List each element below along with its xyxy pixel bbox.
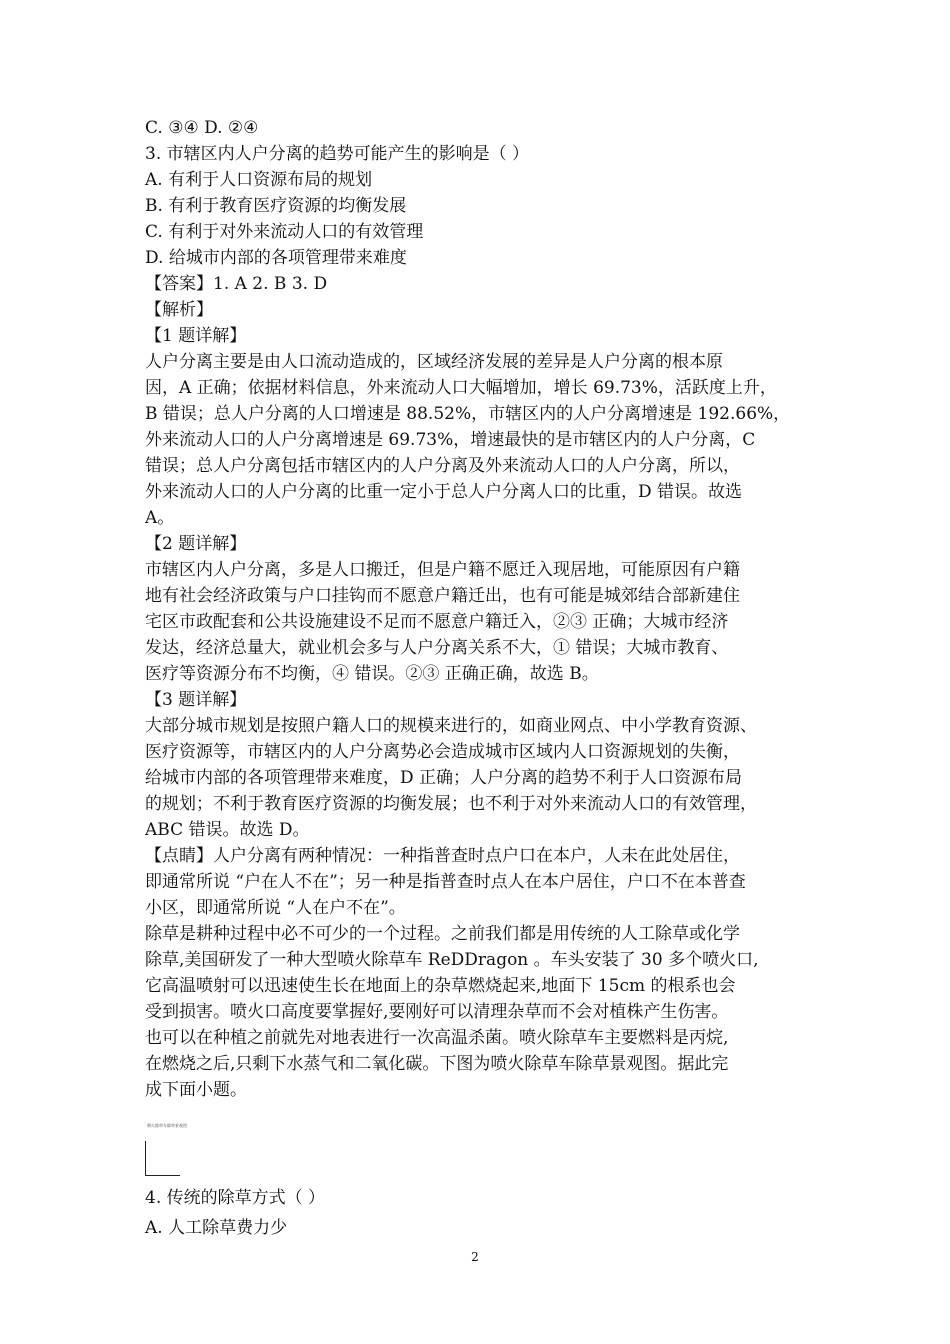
figure-frame — [145, 1141, 180, 1176]
text-line: 人户分离主要是由人口流动造成的，区域经济发展的差异是人户分离的根本原 — [145, 352, 723, 372]
question-4: 4. 传统的除草方式（ ） — [145, 1188, 326, 1208]
detail-heading-1: 【1 题详解】 — [145, 326, 247, 346]
figure-placeholder — [145, 1123, 810, 1183]
detail-heading-2: 【2 题详解】 — [145, 534, 247, 554]
material-paragraph — [145, 921, 810, 1103]
text-line: 市辖区内人户分离，多是人口搬迁，但是户籍不愿迁入现居地，可能原因有户籍 — [145, 560, 740, 580]
option-d: D. 给城市内部的各项管理带来难度 — [145, 248, 407, 268]
text-line: A。 — [145, 508, 175, 528]
analysis-heading: 【解析】 — [145, 300, 213, 320]
text-line: 也可以在种植之前就先对地表进行一次高温杀菌。喷火除草车主要燃料是丙烷, — [145, 1028, 729, 1048]
page-number: 2 — [471, 1250, 479, 1264]
text-line: 【点睛】人户分离有两种情况：一种指普查时点户口在本户，人未在此处居住， — [145, 846, 740, 866]
option-line: C. ③④ D. ②④ — [145, 118, 259, 138]
text-line: 小区，即通常所说 “人在户不在”。 — [145, 898, 406, 918]
text-line: 外来流动人口的人户分离的比重一定小于总人户分离人口的比重，D 错误。故选 — [145, 482, 743, 502]
detail-paragraph-2 — [145, 557, 810, 687]
text-line: 因，A 正确；依据材料信息，外来流动人口大幅增加，增长 69.73%，活跃度上升， — [145, 378, 777, 398]
text-line: B 错误；总人户分离的人口增速是 88.52%，市辖区内的人户分离增速是 192.66%， — [145, 404, 791, 424]
figure-caption: 喷火除草车除草景观图 — [147, 1123, 187, 1128]
option-a: A. 人工除草费力少 — [145, 1218, 288, 1238]
text-line: 发达，经济总量大，就业机会多与人户分离关系不大，① 错误；大城市教育、 — [145, 638, 729, 658]
text-line: 大部分城市规划是按照户籍人口的规模来进行的，如商业网点、中小学教育资源、 — [145, 716, 757, 736]
text-line: 它高温喷射可以迅速使生长在地面上的杂草燃烧起来,地面下 15cm 的根系也会 — [145, 976, 736, 996]
key-point-paragraph — [145, 843, 810, 921]
text-line: 受到损害。喷火口高度要掌握好,要刚好可以清理杂草而不会对植株产生伤害。 — [145, 1002, 729, 1022]
text-line: 给城市内部的各项管理带来难度，D 正确；人户分离的趋势不利于人口资源布局 — [145, 768, 743, 788]
text-line: 即通常所说 “户在人不在”；另一种是指普查时点人在本户居住，户口不在本普查 — [145, 872, 746, 892]
document-body — [145, 115, 810, 1241]
text-line: 在燃烧之后,只剩下水蒸气和二氧化碳。下图为喷火除草车除草景观图。据此完 — [145, 1054, 729, 1074]
text-line: 除草是耕种过程中必不可少的一个过程。之前我们都是用传统的人工除草或化学 — [145, 924, 740, 944]
option-a: A. 有利于人口资源布局的规划 — [145, 170, 373, 190]
answer-line: 【答案】1. A 2. B 3. D — [145, 274, 328, 294]
text-line: ABC 错误。故选 D。 — [145, 820, 310, 840]
text-line: 成下面小题。 — [145, 1080, 247, 1100]
text-line: 医疗资源等，市辖区内的人户分离势必会造成城市区域内人口资源规划的失衡， — [145, 742, 740, 762]
text-line: 宅区市政配套和公共设施建设不足而不愿意户籍迁入，②③ 正确；大城市经济 — [145, 612, 729, 632]
question-3: 3. 市辖区内人户分离的趋势可能产生的影响是（ ） — [145, 144, 530, 164]
detail-paragraph-3 — [145, 713, 810, 843]
text-line: 外来流动人口的人户分离增速是 69.73%，增速最快的是市辖区内的人户分离，C — [145, 430, 756, 450]
text-line: 错误；总人户分离包括市辖区内的人户分离及外来流动人口的人户分离，所以， — [145, 456, 740, 476]
text-line: 医疗等资源分布不均衡，④ 错误。②③ 正确正确，故选 B。 — [145, 664, 599, 684]
detail-paragraph-1 — [145, 349, 810, 531]
option-c: C. 有利于对外来流动人口的有效管理 — [145, 222, 424, 242]
text-line: 除草,美国研发了一种大型喷火除草车 ReDDragon 。车头安装了 30 多个喷火口, — [145, 950, 759, 970]
text-line: 地有社会经济政策与户口挂钩而不愿意户籍迁出，也有可能是城郊结合部新建住 — [145, 586, 740, 606]
text-line: 的规划；不利于教育医疗资源的均衡发展；也不利于对外来流动人口的有效管理， — [145, 794, 757, 814]
detail-heading-3: 【3 题详解】 — [145, 690, 247, 710]
option-b: B. 有利于教育医疗资源的均衡发展 — [145, 196, 407, 216]
